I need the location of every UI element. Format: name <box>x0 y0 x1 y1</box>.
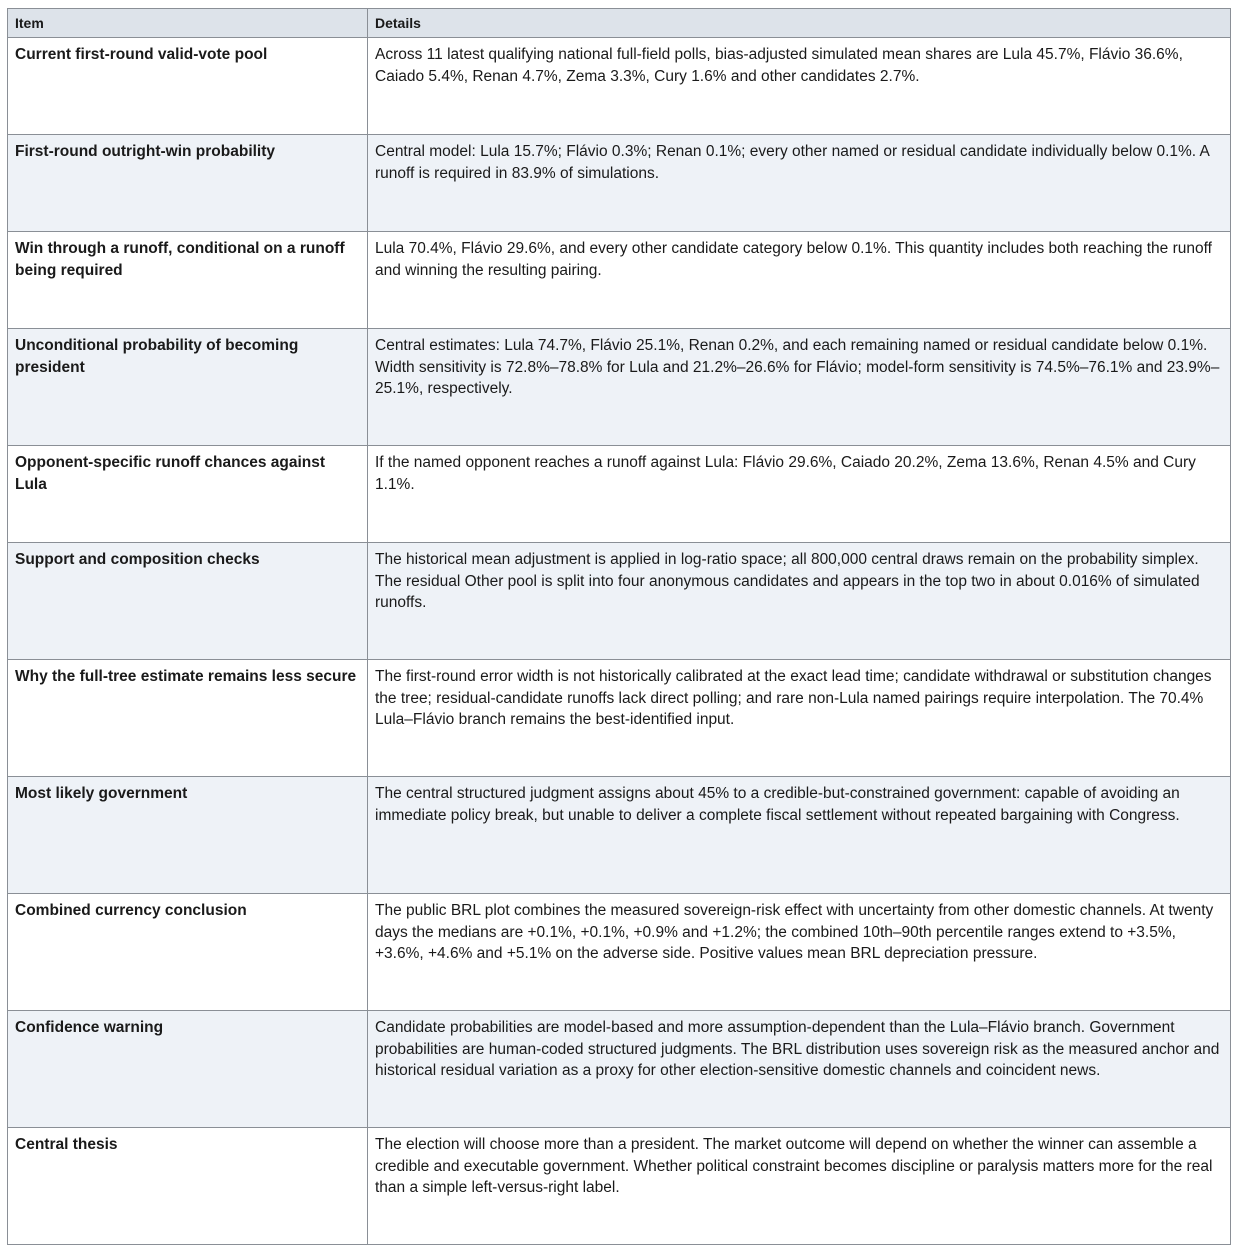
table-row <box>8 894 1231 1011</box>
header-row <box>8 9 1231 38</box>
row-item: Combined currency conclusion <box>8 894 368 1011</box>
row-details: The first-round error width is not historically calibrated at the exact lead time; candidate withdrawal or substitution changes the tree; residual-candidate runoffs lack direct polling; and rare non-Lula named pairings require interpolation. The 70.4% Lula–Flávio branch remains the best-identified input. <box>368 660 1231 777</box>
table-row <box>8 777 1231 894</box>
table-row <box>8 543 1231 660</box>
table-row <box>8 1128 1231 1245</box>
row-item: Confidence warning <box>8 1011 368 1128</box>
table-row <box>8 232 1231 329</box>
row-details: Central model: Lula 15.7%; Flávio 0.3%; Renan 0.1%; every other named or residual candidate individually below 0.1%. A runoff is required in 83.9% of simulations. <box>368 135 1231 232</box>
row-item: Opponent-specific runoff chances against Lula <box>8 446 368 543</box>
row-item: Most likely government <box>8 777 368 894</box>
row-item: Support and composition checks <box>8 543 368 660</box>
row-details: The historical mean adjustment is applied in log-ratio space; all 800,000 central draws remain on the probability simplex. The residual Other pool is split into four anonymous candidates and appears in the top two in about 0.016% of simulated runoffs. <box>368 543 1231 660</box>
summary-table <box>7 8 1231 1245</box>
table-row <box>8 329 1231 446</box>
table-row <box>8 1011 1231 1128</box>
row-item: Why the full-tree estimate remains less secure <box>8 660 368 777</box>
row-item: Win through a runoff, conditional on a runoff being required <box>8 232 368 329</box>
row-details: The central structured judgment assigns about 45% to a credible-but-constrained government: capable of avoiding an immediate policy break, but unable to deliver a complete fiscal settlement without repeated bargaining with Congress. <box>368 777 1231 894</box>
row-item: Central thesis <box>8 1128 368 1245</box>
row-details: The public BRL plot combines the measured sovereign-risk effect with uncertainty from other domestic channels. At twenty days the medians are +0.1%, +0.1%, +0.9% and +1.2%; the combined 10th–90th percentile ranges extend to +3.5%, +3.6%, +4.6% and +5.1% on the adverse side. Positive values mean BRL depreciation pressure. <box>368 894 1231 1011</box>
row-details: Central estimates: Lula 74.7%, Flávio 25.1%, Renan 0.2%, and each remaining named or residual candidate below 0.1%. Width sensitivity is 72.8%–78.8% for Lula and 21.2%–26.6% for Flávio; model-form sensitivity is 74.5%–76.1% and 23.9%–25.1%, respectively. <box>368 329 1231 446</box>
table-row <box>8 135 1231 232</box>
header-details: Details <box>368 9 1231 38</box>
row-item: Unconditional probability of becoming president <box>8 329 368 446</box>
table-row <box>8 38 1231 135</box>
table-row <box>8 660 1231 777</box>
table-row <box>8 446 1231 543</box>
row-details: If the named opponent reaches a runoff against Lula: Flávio 29.6%, Caiado 20.2%, Zema 13.6%, Renan 4.5% and Cury 1.1%. <box>368 446 1231 543</box>
header-item: Item <box>8 9 368 38</box>
row-details: Candidate probabilities are model-based and more assumption-dependent than the Lula–Flávio branch. Government probabilities are human-coded structured judgments. The BRL distribution uses sovereign risk as the measured anchor and historical residual variation as a proxy for other election-sensitive domestic channels and coincident news. <box>368 1011 1231 1128</box>
row-item: Current first-round valid-vote pool <box>8 38 368 135</box>
row-details: The election will choose more than a president. The market outcome will depend on whether the winner can assemble a credible and executable government. Whether political constraint becomes discipline or paralysis matters more for the real than a simple left-versus-right label. <box>368 1128 1231 1245</box>
row-details: Across 11 latest qualifying national full-field polls, bias-adjusted simulated mean shares are Lula 45.7%, Flávio 36.6%, Caiado 5.4%, Renan 4.7%, Zema 3.3%, Cury 1.6% and other candidates 2.7%. <box>368 38 1231 135</box>
row-details: Lula 70.4%, Flávio 29.6%, and every other candidate category below 0.1%. This quantity includes both reaching the runoff and winning the resulting pairing. <box>368 232 1231 329</box>
row-item: First-round outright-win probability <box>8 135 368 232</box>
